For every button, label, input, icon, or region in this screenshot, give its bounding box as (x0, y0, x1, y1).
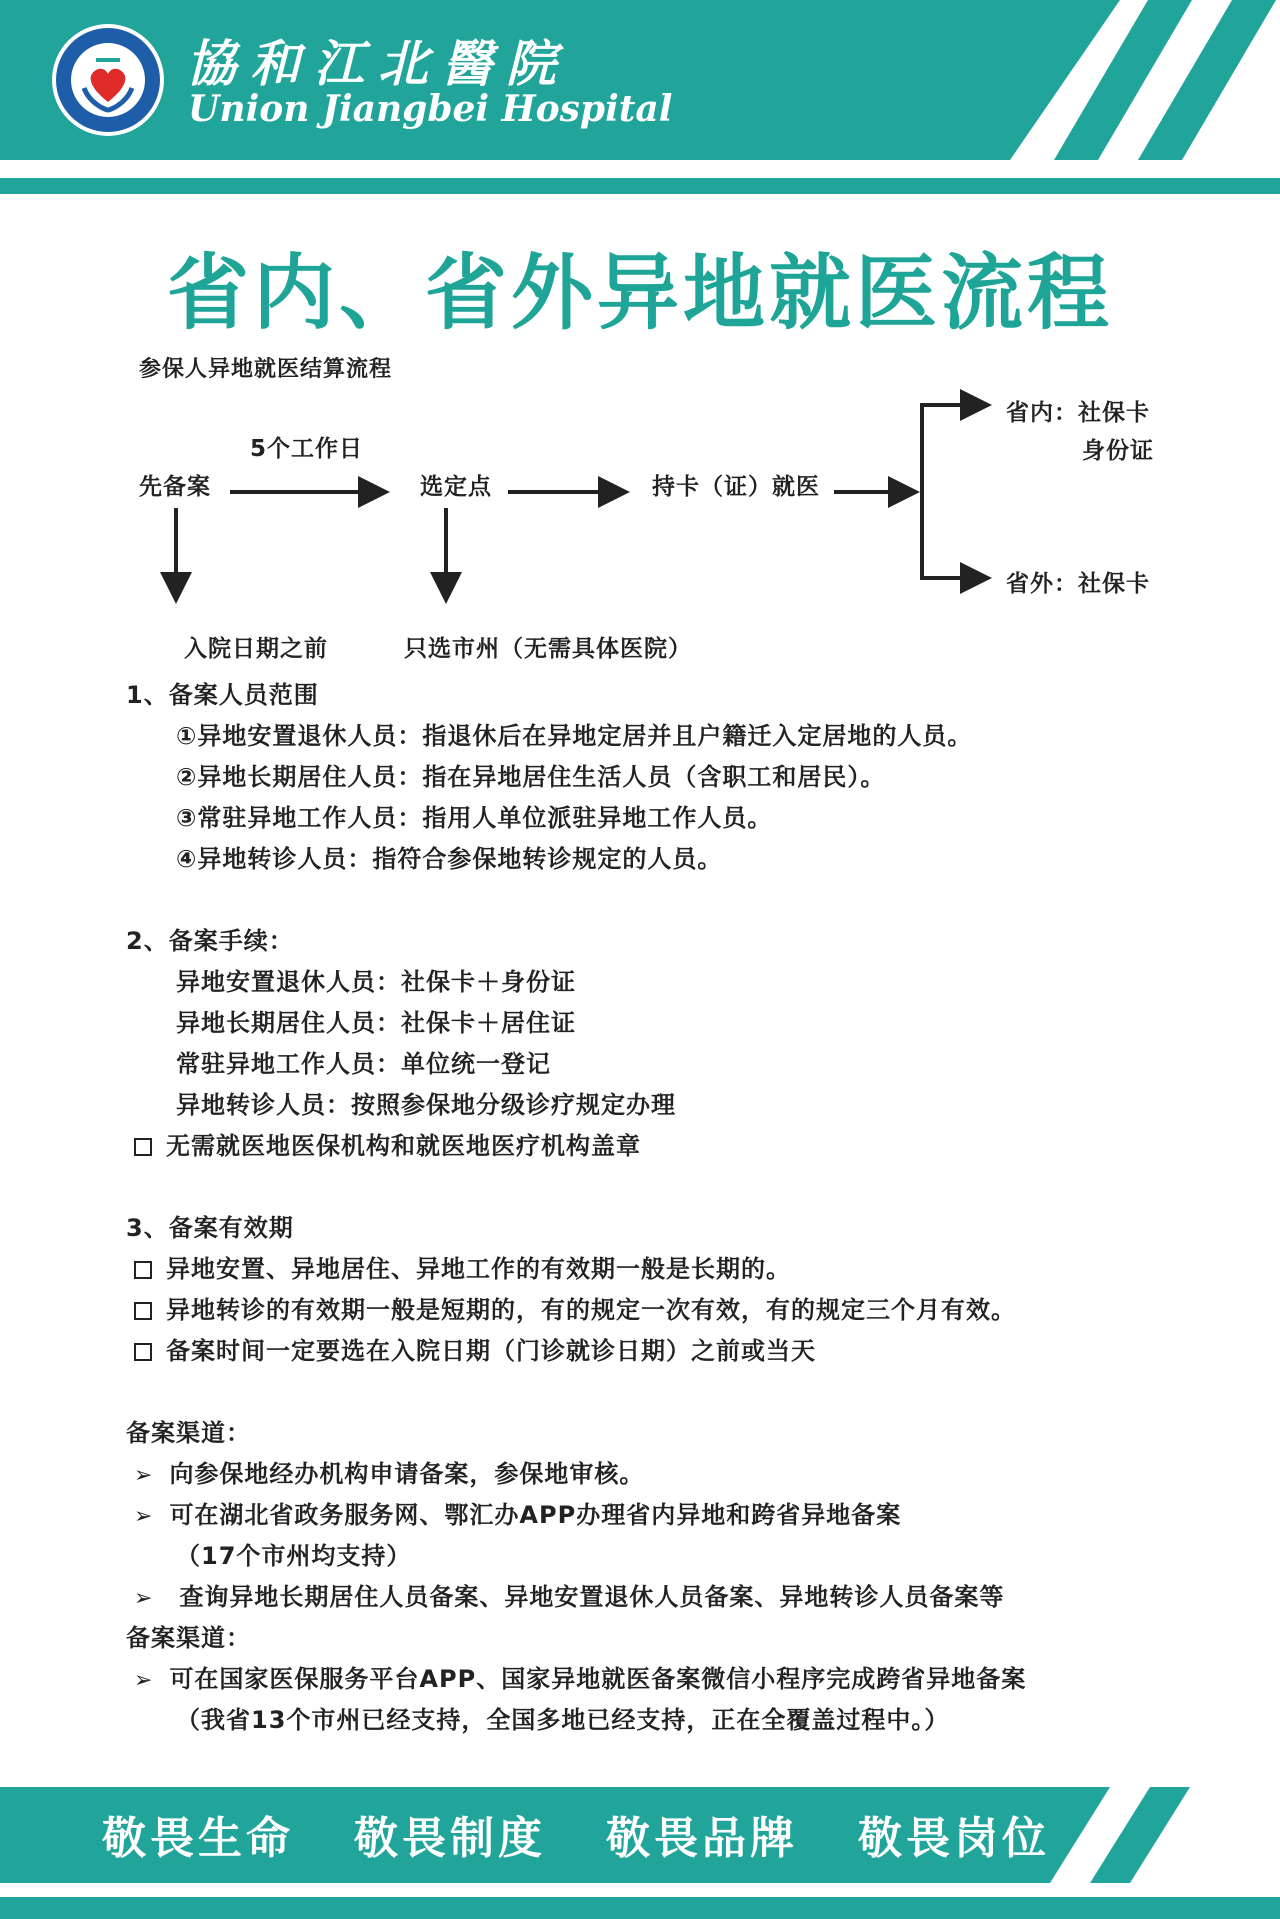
checkbox-icon (134, 1302, 152, 1320)
footer-slogan: 敬畏岗位 (858, 1813, 1050, 1864)
channel2-heading: 备案渠道： (126, 1624, 251, 1652)
flow-step2-note: 只选市州（无需具体医院） (404, 636, 692, 662)
section3-item: 异地转诊的有效期一般是短期的，有的规定一次有效，有的规定三个月有效。 (134, 1290, 1016, 1325)
checkbox-icon (134, 1261, 152, 1279)
footer-slogan: 敬畏品牌 (606, 1813, 798, 1864)
section1-item: ③常驻异地工作人员：指用人单位派驻异地工作人员。 (176, 804, 773, 832)
channel2-item: ➢ 可在国家医保服务平台APP、国家异地就医备案微信小程序完成跨省异地备案 (134, 1665, 1027, 1693)
page-title: 省内、省外异地就医流程 (166, 246, 1113, 341)
flow-step-visit: 持卡（证）就医 (652, 474, 820, 500)
arrowhead-bullet-icon: ➢ (134, 1463, 154, 1488)
section3-heading: 3、备案有效期 (126, 1214, 294, 1242)
section1-item: ②异地长期居住人员：指在异地居住生活人员（含职工和居民）。 (176, 763, 886, 791)
section2-item: 异地转诊人员：按照参保地分级诊疗规定办理 (176, 1091, 676, 1119)
flow-step1-note: 入院日期之前 (184, 636, 328, 662)
header-underline (0, 178, 1280, 194)
flow-outside: 省外：社保卡 (1006, 571, 1150, 597)
checkbox-icon (134, 1138, 152, 1156)
channel1-item: ➢ 向参保地经办机构申请备案，参保地审核。 (134, 1460, 645, 1488)
section2-item: 常驻异地工作人员：单位统一登记 (176, 1050, 551, 1078)
checkbox-icon (134, 1343, 152, 1361)
flow-step-select: 选定点 (420, 474, 492, 500)
flow-inside-line1: 省内：社保卡 (1006, 400, 1150, 426)
hospital-logo (50, 22, 166, 138)
flow-caption: 参保人异地就医结算流程 (139, 357, 393, 382)
header (0, 0, 1280, 160)
section3-item: 备案时间一定要选在入院日期（门诊就诊日期）之前或当天 (134, 1331, 816, 1366)
section1-heading: 1、备案人员范围 (126, 681, 319, 709)
channel2-item-cont: （我省13个市州已经支持，全国多地已经支持，正在全覆盖过程中。） (176, 1706, 950, 1734)
hospital-name-cn: 協和江北醫院 (186, 34, 570, 93)
hospital-name-en: Union Jiangbei Hospital (188, 88, 673, 130)
channel1-item: ➢ 可在湖北省政务服务网、鄂汇办APP办理省内异地和跨省异地备案 (134, 1501, 902, 1529)
section2-note: 无需就医地医保机构和就医地医疗机构盖章 (134, 1126, 641, 1161)
channel1-heading: 备案渠道： (126, 1419, 251, 1447)
section2-heading: 2、备案手续： (126, 927, 294, 955)
flow-inside-line2: 身份证 (1082, 438, 1154, 464)
channel1-item-cont: （17个市州均支持） (176, 1542, 412, 1570)
section2-item: 异地长期居住人员：社保卡＋居住证 (176, 1009, 576, 1037)
footer-slogan: 敬畏制度 (354, 1813, 546, 1864)
footer-slogan: 敬畏生命 (102, 1813, 294, 1864)
flow-step-register: 先备案 (139, 474, 211, 500)
arrowhead-bullet-icon: ➢ (134, 1586, 154, 1611)
footer-strip (0, 1897, 1280, 1919)
arrowhead-bullet-icon: ➢ (134, 1668, 154, 1693)
section2-item: 异地安置退休人员：社保卡＋身份证 (176, 968, 576, 996)
section3-item: 异地安置、异地居住、异地工作的有效期一般是长期的。 (134, 1249, 791, 1284)
section1-item: ①异地安置退休人员：指退休后在异地定居并且户籍迁入定居地的人员。 (176, 722, 973, 750)
flow-days-label: 5个工作日 (250, 436, 364, 462)
section1-item: ④异地转诊人员：指符合参保地转诊规定的人员。 (176, 845, 723, 873)
channel1-item: ➢ 查询异地长期居住人员备案、异地安置退休人员备案、异地转诊人员备案等 (134, 1583, 1005, 1611)
arrowhead-bullet-icon: ➢ (134, 1504, 154, 1529)
